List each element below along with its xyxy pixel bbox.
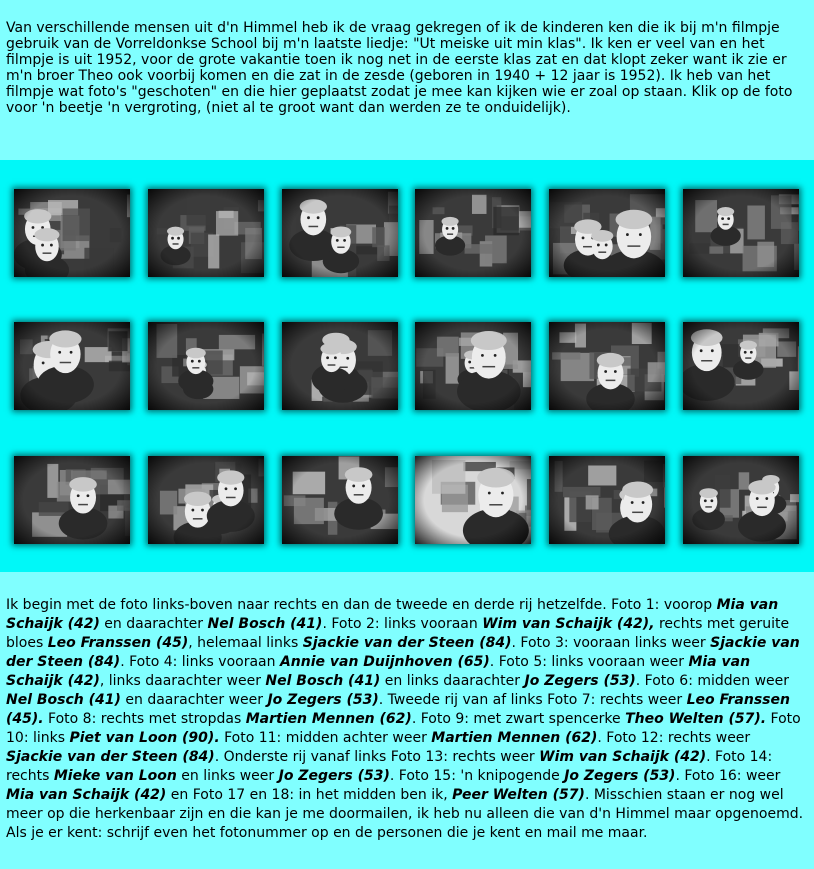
caption-text: . Foto 5: links vooraan weer — [489, 654, 689, 670]
film-still-photo-12[interactable] — [683, 322, 799, 410]
film-still-photo-6[interactable] — [683, 189, 799, 277]
film-still-photo-5[interactable] — [549, 189, 665, 277]
photo-caption — [0, 596, 814, 843]
film-still-photo-7[interactable] — [14, 322, 130, 410]
caption-text: , links daarachter weer — [99, 673, 266, 689]
caption-text: Foto 8: rechts met stropdas — [43, 711, 246, 727]
person-name: Nel Bosch (41) — [6, 692, 121, 708]
person-name: Leo Franssen (45). — [6, 692, 790, 727]
person-name: Nel Bosch (41) — [207, 616, 323, 632]
person-name: Mieke van Loon — [53, 768, 177, 784]
caption-text: en Foto 17 en 18: in het midden ben ik, — [166, 787, 453, 803]
caption-text: . Foto 6: midden weer — [635, 673, 790, 689]
caption-text: . Foto 9: met zwart spencerke — [411, 711, 626, 727]
person-name: Sjackie van der Steen (84) — [302, 635, 512, 651]
caption-text: en links weer — [176, 768, 279, 784]
caption-text: . Foto 12: rechts weer — [597, 730, 751, 746]
film-still-photo-13[interactable] — [14, 456, 130, 544]
film-still-photo-8[interactable] — [148, 322, 264, 410]
person-name: Martien Mennen (62) — [245, 711, 412, 727]
film-still-photo-10[interactable] — [415, 322, 531, 410]
person-name: Wim van Schaijk (42), — [482, 616, 655, 632]
caption-text: . Foto 4: links vooraan — [120, 654, 280, 670]
person-name: Mia van Schaijk (42) — [6, 787, 167, 803]
film-still-photo-11[interactable] — [549, 322, 665, 410]
person-name: Peer Welten (57) — [452, 787, 585, 803]
person-name: Mia van Schaijk (42) — [6, 597, 779, 632]
caption-text: . Misschien staan er nog wel meer op die herkenbaar zijn en die kan je me doormailen, ik heb nu alleen die van d'n Himmel maar opgenoemd. Als je er kent: schrijf even het fotonummer op en de personen die je kent en mail me maar. — [6, 787, 804, 841]
person-name: Leo Franssen (45) — [47, 635, 189, 651]
caption-text: en daarachter — [99, 616, 208, 632]
caption-text: en links daarachter — [380, 673, 525, 689]
person-name: Mia van Schaijk (42) — [6, 654, 751, 689]
caption-text: . Foto 3: vooraan links weer — [511, 635, 711, 651]
caption-text: en daarachter weer — [120, 692, 268, 708]
film-still-photo-18[interactable] — [683, 456, 799, 544]
caption-text: , helemaal links — [188, 635, 303, 651]
person-name: Annie van Duijnhoven (65) — [279, 654, 490, 670]
film-still-photo-16[interactable] — [415, 456, 531, 544]
caption-text: . Foto 15: 'n knipogende — [389, 768, 565, 784]
film-still-photo-9[interactable] — [282, 322, 398, 410]
film-still-photo-3[interactable] — [282, 189, 398, 277]
film-still-photo-1[interactable] — [14, 189, 130, 277]
caption-text: . Foto 14: rechts — [6, 749, 773, 784]
film-still-photo-15[interactable] — [282, 456, 398, 544]
person-name: Jo Zegers (53) — [278, 768, 390, 784]
person-name: Sjackie van der Steen (84) — [6, 635, 800, 670]
caption-text: . Onderste rij vanaf links Foto 13: rechts weer — [214, 749, 540, 765]
film-still-photo-17[interactable] — [549, 456, 665, 544]
person-name: Sjackie van der Steen (84) — [6, 749, 215, 765]
person-name: Jo Zegers (53) — [564, 768, 676, 784]
person-name: Jo Zegers (53) — [524, 673, 636, 689]
caption-text: Foto 10: links — [6, 711, 801, 746]
caption-text: . Foto 2: links vooraan — [322, 616, 483, 632]
person-name: Jo Zegers (53) — [267, 692, 379, 708]
film-still-photo-2[interactable] — [148, 189, 264, 277]
film-still-photo-4[interactable] — [415, 189, 531, 277]
caption-text: rechts met geruite bloes — [6, 616, 790, 651]
person-name: Piet van Loon (90). — [69, 730, 220, 746]
person-name: Martien Mennen (62) — [431, 730, 598, 746]
person-name: Wim van Schaijk (42) — [539, 749, 707, 765]
caption-text: . Tweede rij van af links Foto 7: rechts weer — [378, 692, 687, 708]
person-name: Nel Bosch (41) — [265, 673, 381, 689]
film-still-photo-14[interactable] — [148, 456, 264, 544]
caption-text: . Foto 16: weer — [675, 768, 781, 784]
person-name: Theo Welten (57). — [625, 711, 767, 727]
caption-text: Foto 11: midden achter weer — [219, 730, 432, 746]
photo-gallery — [0, 160, 814, 572]
intro-text: Van verschillende mensen uit d'n Himmel heb ik de vraag gekregen of ik de kinderen ken die ik bij m'n filmpje gebruik van de Vorreldonkse School bij m'n laatste liedje: "Ut meiske uit min klas". Ik ken er veel van en het filmpje is uit 1952, voor de grote vakantie toen ik nog net in de eerste klas zat en dat klopt zeker want ik zie er m'n broer Theo ook voorbij komen en die zat in de zesde (geboren in 1940 + 12 jaar is 1952). Ik heb van het filmpje wat foto's "geschoten" en die hier geplaatst zodat je mee kan kijken wie er zoal op staan. Klik op de foto voor 'n beetje 'n vergroting, (niet al te groot want dan werden ze te onduidelijk). — [6, 20, 793, 116]
caption-text: Ik begin met de foto links-boven naar rechts en dan de tweede en derde rij hetzelfde. Foto 1: voorop — [6, 597, 717, 613]
